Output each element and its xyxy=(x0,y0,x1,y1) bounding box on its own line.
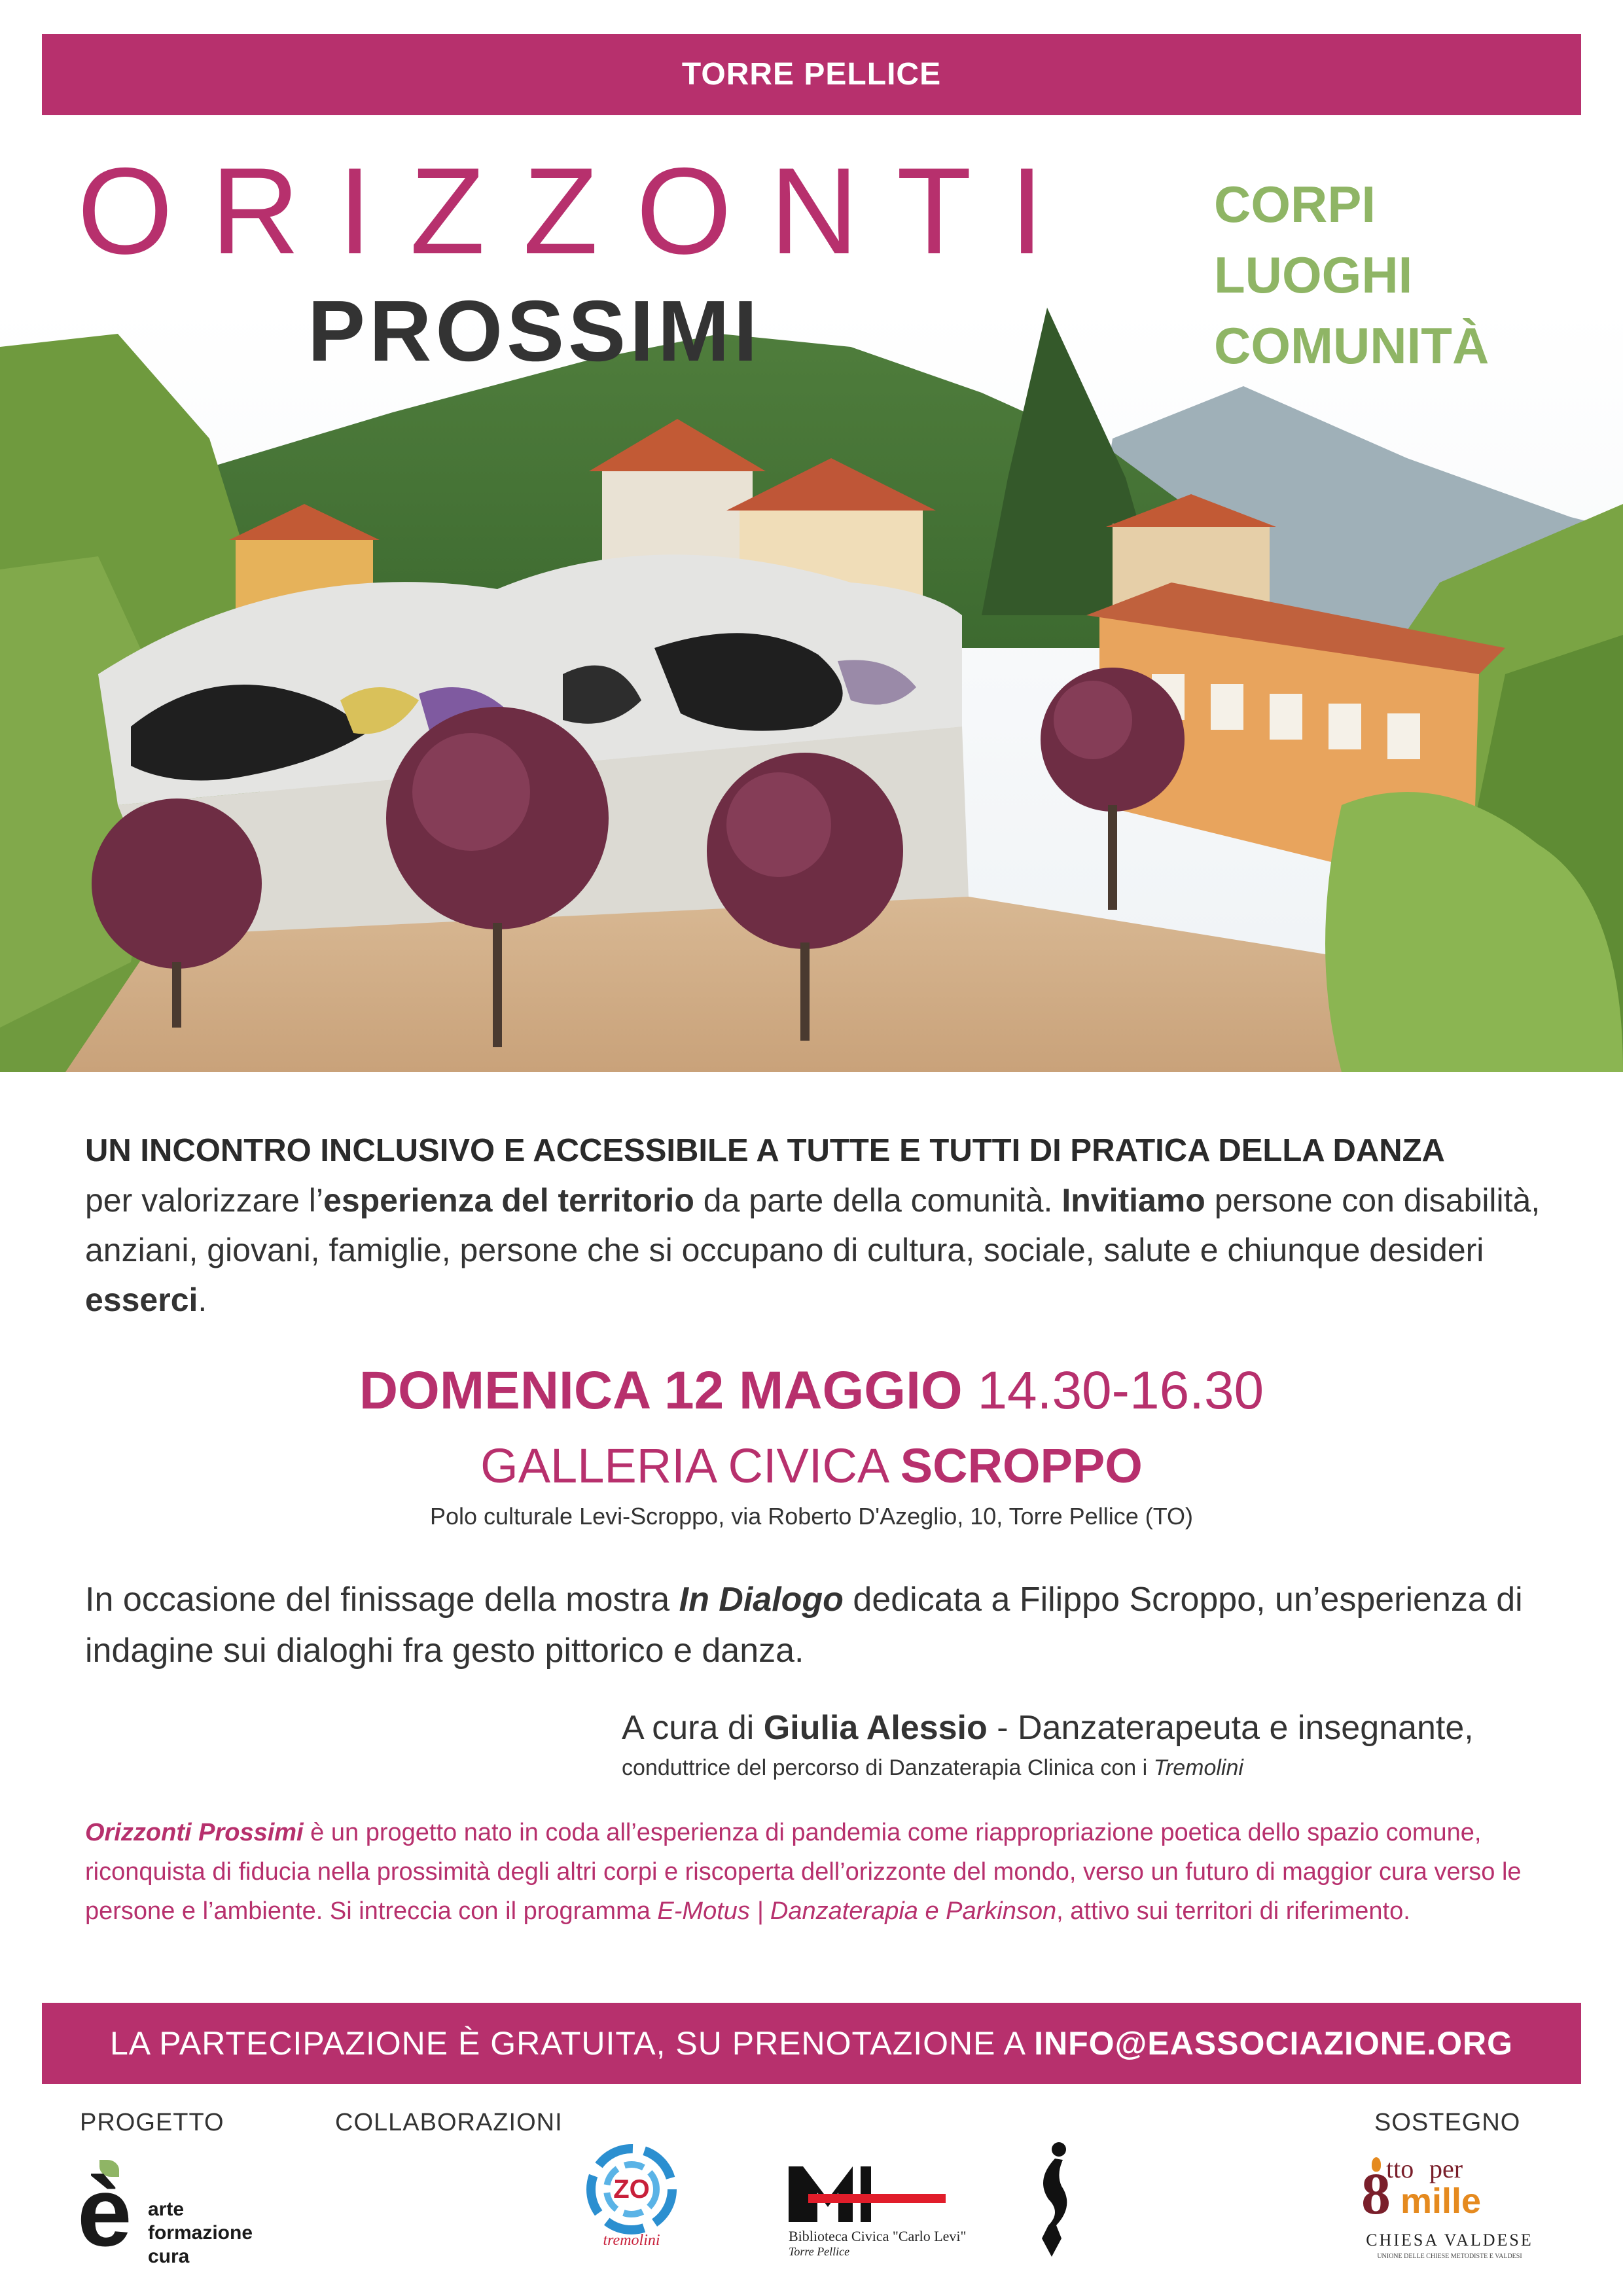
venue-name: SCROPPO xyxy=(900,1439,1143,1493)
intro-text: . xyxy=(198,1282,207,1318)
library-mark-icon xyxy=(789,2160,946,2225)
dancer-figure-icon xyxy=(1022,2140,1081,2258)
curator-detail xyxy=(622,1755,1243,1781)
finissage-paragraph xyxy=(85,1574,1551,1676)
otto-word: tto xyxy=(1386,2154,1414,2183)
curator-detail-text: conduttrice del percorso di Danzaterapia Clinica con i xyxy=(622,1755,1154,1780)
tagline-word: COMUNITÀ xyxy=(1214,317,1489,374)
curator-prefix: A cura di xyxy=(622,1709,764,1747)
library-name: Biblioteca Civica "Carlo Levi" xyxy=(789,2228,967,2244)
tagline-word: CORPI xyxy=(1214,175,1376,233)
tremolini-wordmark: tremolini xyxy=(603,2232,660,2249)
church-name: CHIESA VALDESE xyxy=(1366,2231,1533,2250)
intro-text: persone con disabilità, anziani, giovani, famiglie, persone che si occupano di cultura, sociale, salute e chiunque desideri xyxy=(85,1182,1541,1268)
hero-photo xyxy=(0,308,1623,1072)
intro-text: da parte della comunità. xyxy=(694,1182,1062,1219)
e-tagline xyxy=(148,2198,253,2269)
participation-text: LA PARTECIPAZIONE È GRATUITA, SU PRENOTAZIONE A xyxy=(109,2025,1035,2062)
curator-group: Tremolini xyxy=(1153,1755,1243,1780)
project-text: è un progetto nato in coda all’esperienza di pandemia come riappropriazione poetica dello spazio comune, riconquista di fiducia nella prossimità degli altri corpi e riscoperta dell’orizzonte del mondo, verso un futuro di maggior cura verso le persone e l’ambiente. Si intreccia con il programma xyxy=(85,1819,1522,1925)
otto-per-mille-logo xyxy=(1361,2153,1544,2271)
header-band xyxy=(42,34,1581,115)
support-label: SOSTEGNO xyxy=(1374,2109,1521,2136)
e-mark: è xyxy=(77,2157,132,2267)
dancer-logo xyxy=(1022,2140,1081,2258)
tremolini-waves-icon xyxy=(576,2140,687,2238)
project-name: Orizzonti Prossimi xyxy=(85,1819,304,1846)
otto-eight: 8 xyxy=(1361,2162,1391,2227)
e-associazione-logo xyxy=(77,2157,293,2271)
otto-mille: mille xyxy=(1400,2181,1482,2221)
curator-role: - Danzaterapeuta e insegnante, xyxy=(987,1709,1474,1747)
contact-email[interactable]: INFO@EASSOCIAZIONE.ORG xyxy=(1034,2025,1514,2062)
event-date-day: DOMENICA 12 MAGGIO xyxy=(359,1361,963,1420)
intro-highlight: esperienza del territorio xyxy=(323,1182,694,1219)
finissage-text: dedicata a Filippo Scroppo, un’esperienza di indagine sui dialoghi fra gesto pittorico e danza. xyxy=(85,1581,1523,1670)
event-venue xyxy=(0,1437,1623,1496)
svg-text:ZO: ZO xyxy=(613,2175,650,2204)
church-union: UNIONE DELLE CHIESE METODISTE E VALDESI xyxy=(1377,2253,1522,2260)
show-title: In Dialogo xyxy=(679,1581,844,1619)
event-address: Polo culturale Levi-Scroppo, via Roberto D'Azeglio, 10, Torre Pellice (TO) xyxy=(429,1503,1194,1530)
e-tagline-line: formazione xyxy=(148,2222,253,2244)
location-label: TORRE PELLICE xyxy=(681,57,942,92)
project-label: PROGETTO xyxy=(80,2109,224,2136)
tagline xyxy=(1214,169,1489,381)
event-date xyxy=(0,1358,1623,1424)
curator-line xyxy=(622,1708,1474,1748)
otto-per: per xyxy=(1429,2154,1463,2183)
title-sub: PROSSIMI xyxy=(308,283,762,379)
event-time: 14.30-16.30 xyxy=(977,1361,1264,1420)
program-name: E-Motus | Danzaterapia e Parkinson xyxy=(657,1897,1057,1925)
venue-prefix: GALLERIA CIVICA xyxy=(480,1439,887,1493)
e-tagline-line: arte xyxy=(148,2198,185,2220)
library-city: Torre Pellice xyxy=(789,2245,850,2258)
finissage-text: In occasione del finissage della mostra xyxy=(85,1581,679,1619)
biblioteca-logo xyxy=(789,2160,985,2265)
intro-paragraph xyxy=(85,1126,1551,1325)
collaborations-label: COLLABORAZIONI xyxy=(335,2109,563,2136)
intro-highlight: Invitiamo xyxy=(1061,1182,1205,1219)
project-text: , attivo sui territori di riferimento. xyxy=(1056,1897,1410,1925)
tagline-word: LUOGHI xyxy=(1214,246,1413,304)
intro-highlight: esserci xyxy=(85,1282,198,1318)
e-tagline-line: cura xyxy=(148,2246,190,2267)
participation-band xyxy=(42,2003,1581,2084)
tremolini-logo xyxy=(576,2140,687,2251)
curator-name: Giulia Alessio xyxy=(763,1709,988,1747)
title-main: ORIZZONTI xyxy=(77,142,1082,279)
project-description xyxy=(85,1813,1544,1931)
intro-text: per valorizzare l’ xyxy=(85,1182,324,1219)
intro-lead: UN INCONTRO INCLUSIVO E ACCESSIBILE A TUTTE E TUTTI DI PRATICA DELLA DANZA xyxy=(85,1133,1445,1168)
